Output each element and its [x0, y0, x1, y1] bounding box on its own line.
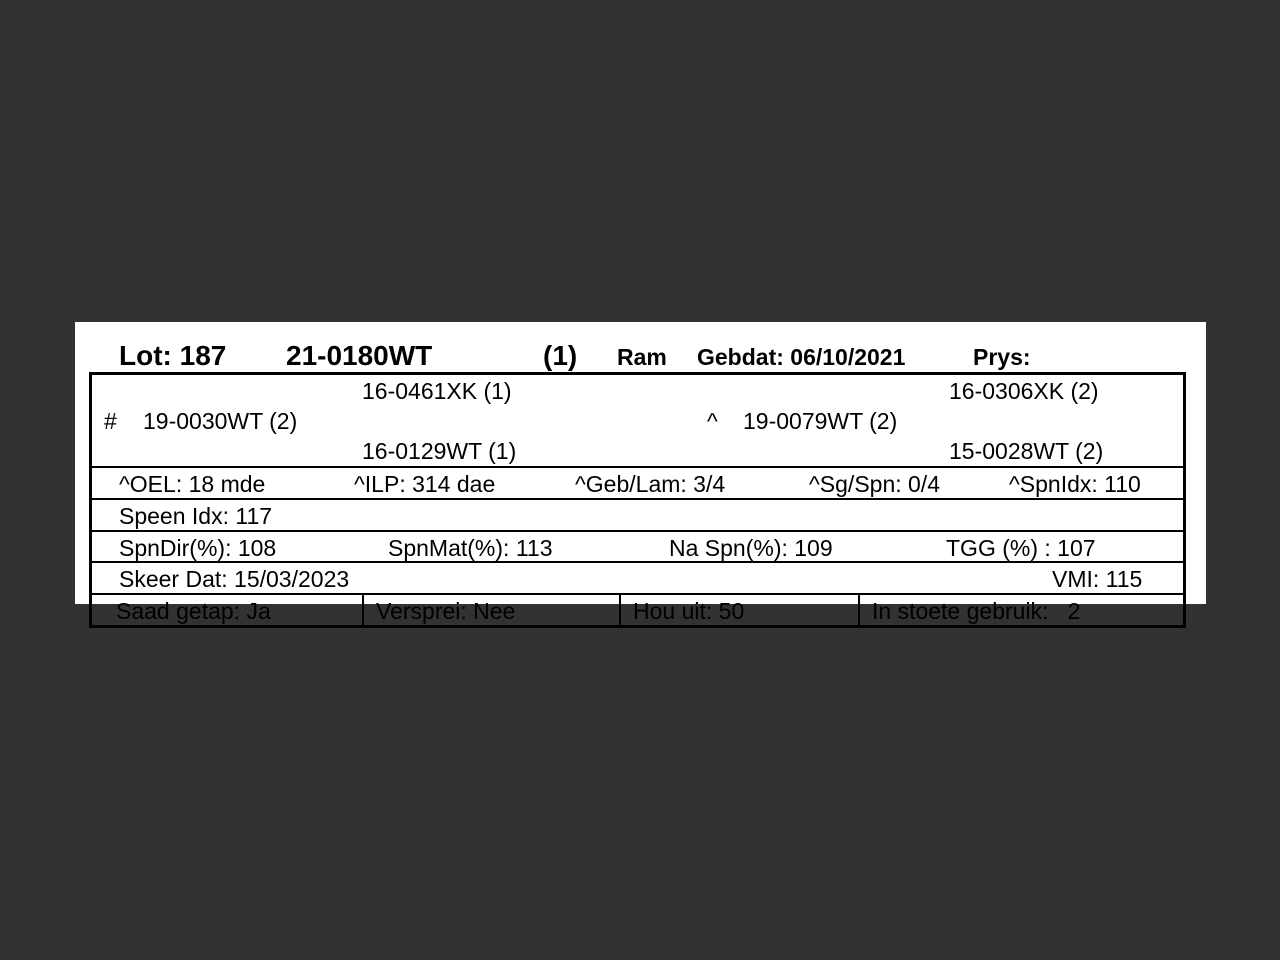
dam-ilp: ^ILP: 314 dae — [354, 471, 496, 497]
dam-sire: 16-0306XK (2) — [949, 378, 1099, 404]
price-label: Prys: — [973, 344, 1031, 370]
spn-dir: SpnDir(%): 108 — [119, 535, 277, 561]
dam-sg-spn: ^Sg/Spn: 0/4 — [809, 471, 940, 497]
stoete-gebruik: In stoete gebruik: 2 — [872, 598, 1081, 624]
saad-getap: Saad getap: Ja — [116, 598, 271, 624]
dam: 19-0079WT (2) — [743, 408, 898, 434]
lot-number: Lot: 187 — [119, 340, 227, 371]
animal-id: 21-0180WT — [286, 340, 433, 371]
divider — [619, 593, 621, 626]
divider — [92, 530, 1183, 532]
dam-geb-lam: ^Geb/Lam: 3/4 — [575, 471, 726, 497]
lot-card — [75, 322, 1206, 624]
dam-marker: ^ — [707, 408, 718, 434]
lot-count: (1) — [543, 340, 578, 371]
speen-idx: Speen Idx: 117 — [119, 503, 273, 529]
shear-date: Skeer Dat: 15/03/2023 — [119, 566, 350, 592]
divider — [858, 593, 860, 626]
sire-sire: 16-0461XK (1) — [362, 378, 512, 404]
divider — [92, 561, 1183, 563]
dam-spn-idx: ^SpnIdx: 110 — [1009, 471, 1141, 497]
details-table — [89, 372, 1186, 628]
divider — [362, 593, 364, 626]
sire-dam: 16-0129WT (1) — [362, 438, 517, 464]
divider — [92, 498, 1183, 500]
versprei: Versprei: Nee — [376, 598, 516, 624]
birth-date: Gebdat: 06/10/2021 — [697, 344, 906, 370]
sex-label: Ram — [617, 344, 667, 370]
dam-dam: 15-0028WT (2) — [949, 438, 1104, 464]
sire-marker: # — [104, 408, 117, 434]
hou-uit: Hou uit: 50 — [633, 598, 745, 624]
dam-oel: ^OEL: 18 mde — [119, 471, 266, 497]
na-spn: Na Spn(%): 109 — [669, 535, 833, 561]
divider — [92, 593, 1183, 595]
spn-mat: SpnMat(%): 113 — [388, 535, 553, 561]
sire: 19-0030WT (2) — [143, 408, 298, 434]
tgg: TGG (%) : 107 — [946, 535, 1096, 561]
divider — [92, 466, 1183, 468]
vmi: VMI: 115 — [1052, 566, 1143, 592]
